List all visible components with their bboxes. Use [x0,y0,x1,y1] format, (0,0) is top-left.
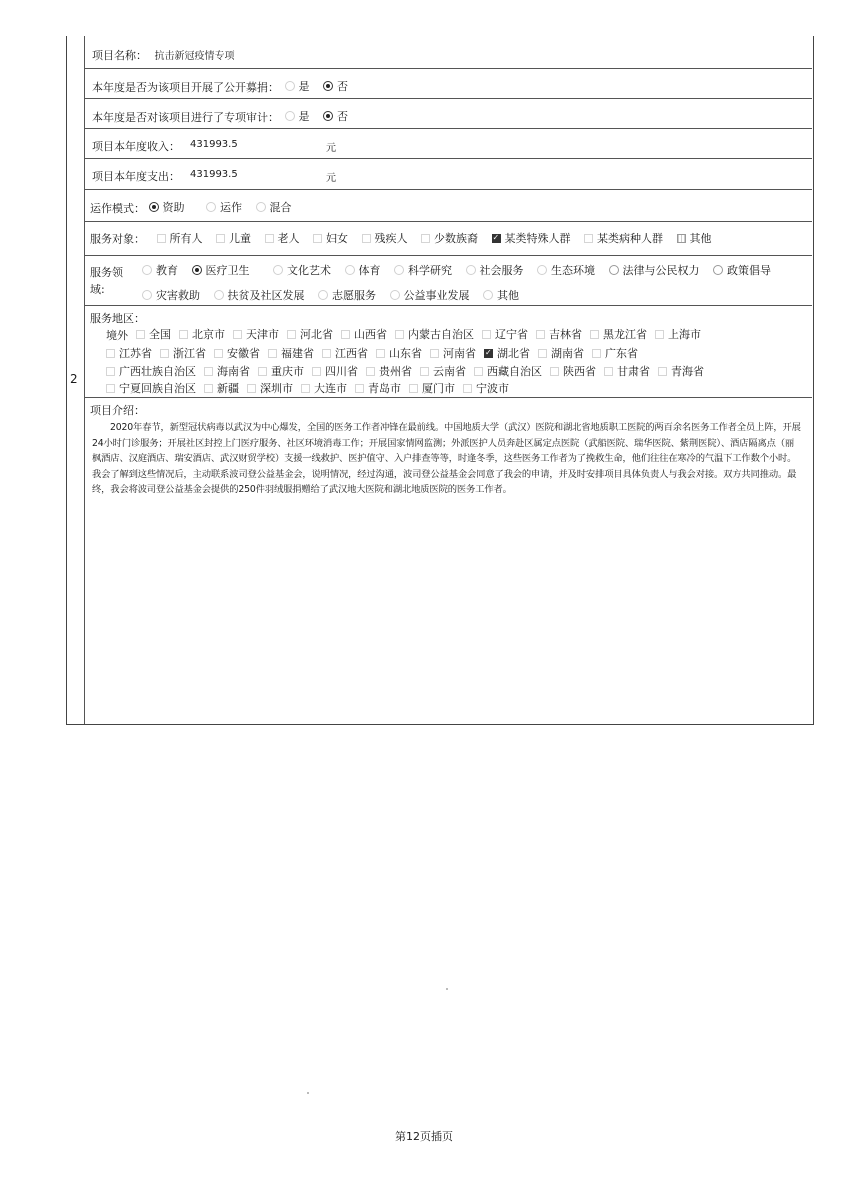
area-option-label: 重庆市 [271,365,304,378]
checkbox-icon [106,367,115,376]
checkbox-icon [474,367,483,376]
area-option-label: 宁夏回族自治区 [119,382,196,395]
radio-icon [390,290,400,300]
area-option[interactable] [301,380,347,396]
area-option[interactable] [341,326,387,342]
radio-selected-icon [323,111,333,121]
row-expense [84,159,812,190]
checkbox-icon [265,234,274,243]
radio-selected-icon [149,202,159,212]
project-name-label: 项目名称： [92,49,147,62]
area-option[interactable] [179,326,225,342]
area-option[interactable] [136,326,171,342]
area-option-label: 新疆 [217,382,239,395]
field-option-9[interactable]: 灾害救助 [142,287,200,303]
public-fundraising-label: 本年度是否为该项目开展了公开募捐： [92,81,279,94]
field-option-11[interactable]: 志愿服务 [318,287,376,303]
area-option-label: 甘肃省 [617,365,650,378]
area-option[interactable] [604,363,650,379]
service-area-row-3 [106,363,712,379]
area-option[interactable] [484,345,530,361]
row-service-field [84,256,812,306]
area-option[interactable] [536,326,582,342]
area-option-label: 安徽省 [227,347,260,360]
checkbox-icon [214,349,223,358]
checkbox-icon [395,330,404,339]
service-area-label: 服务地区： [90,312,145,325]
checkbox-icon [590,330,599,339]
checkbox-hatched-icon [677,234,686,243]
checkbox-icon [136,330,145,339]
area-option[interactable] [287,326,333,342]
service-field-label-1: 服务领 [90,266,123,279]
radio-icon [345,265,355,275]
radio-icon [466,265,476,275]
checkbox-icon [655,330,664,339]
service-targets-label: 服务对象： [90,232,145,246]
area-option-label: 河南省 [443,347,476,360]
area-option-label: 内蒙古自治区 [408,328,474,341]
expense-label: 项目本年度支出： [92,170,180,183]
area-option[interactable] [376,345,422,361]
area-option-label: 北京市 [192,328,225,341]
area-option-label: 湖北省 [497,347,530,360]
area-option-label: 河北省 [300,328,333,341]
area-option[interactable] [247,380,293,396]
checkbox-checked-icon [484,349,493,358]
area-option-label: 山东省 [389,347,422,360]
public-fundraising-no[interactable]: 否 [323,78,348,94]
checkbox-icon [268,349,277,358]
area-option[interactable] [482,326,528,342]
radio-icon [713,265,723,275]
checkbox-icon [463,384,472,393]
checkbox-icon [409,384,418,393]
area-option[interactable] [106,345,152,361]
page-footer: 第12页插页 [395,1130,453,1143]
radio-icon [285,111,295,121]
area-option-label: 四川省 [325,365,358,378]
checkbox-icon [287,330,296,339]
scan-speck [446,988,448,990]
checkbox-icon [160,349,169,358]
row-public-fundraising [84,69,812,99]
radio-icon [394,265,404,275]
area-option-label: 辽宁省 [495,328,528,341]
area-option[interactable] [268,345,314,361]
public-fundraising-yes[interactable]: 是 [285,78,310,94]
intro-text: 2020年春节，新型冠状病毒以武汉为中心爆发，全国的医务工作者冲锋在最前线。中国地质大学（武汉）医院和湖北省地质职工医院的两百余名医务工作者全员上阵，开展24小时门诊服务；开展社区封控上门医疗服务、社区环境消毒工作；开展国家情网监测；外派医护人员奔赴区属定点医院（武船医院、瑞华医院、紫荆医院）、酒店隔离点（丽枫酒店、汉庭酒店、瑞安酒店、武汉财贸学校）支援一线救护、医护值守、入户排查等等，时逢冬季，这些医务工作者为了挽救生命，他们往往在寒冷的气温下工作数个小时。我会了解到这些情况后，主动联系波司登公益基金会，说明情况，经过沟通，波司登公益基金会同意了我会的申请，并及时安排项目具体负责人与我会对接。双方共同推动。最终，我会将波司登公益基金会提供的250件羽绒服捐赠给了武汉地大医院和湖北地质医院的医务工作者。 [92,422,801,496]
field-option-10[interactable]: 扶贫及社区发展 [214,287,305,303]
radio-icon [142,265,152,275]
area-option[interactable] [322,345,368,361]
radio-icon [273,265,283,275]
checkbox-icon [258,367,267,376]
area-option[interactable] [106,363,196,379]
area-option[interactable] [592,345,638,361]
area-option-label: 境外 [106,328,128,342]
area-option-label: 贵州省 [379,365,412,378]
area-option[interactable] [658,363,704,379]
area-option[interactable] [106,327,128,343]
area-option-label: 全国 [149,328,171,341]
radio-selected-icon [323,81,333,91]
checkbox-icon [233,330,242,339]
scan-speck [307,1092,309,1094]
area-option[interactable] [474,363,542,379]
checkbox-icon [301,384,310,393]
area-option-label: 云南省 [433,365,466,378]
service-area-row-2 [106,345,646,361]
field-option-13[interactable]: 其他 [483,287,519,303]
target-option-2[interactable]: 老人 [265,230,300,246]
target-option-1[interactable]: 儿童 [216,230,251,246]
area-option-label: 山西省 [354,328,387,341]
area-option-label: 青岛市 [368,382,401,395]
radio-icon [142,290,152,300]
checkbox-icon [204,367,213,376]
area-option-label: 大连市 [314,382,347,395]
radio-icon [609,265,619,275]
field-option-3[interactable]: 体育 [345,262,381,278]
field-option-1[interactable]: 医疗卫生 [192,262,250,278]
checkbox-icon [312,367,321,376]
income-value: 431993.5 [190,139,238,150]
area-option-label: 福建省 [281,347,314,360]
area-option-label: 深圳市 [260,382,293,395]
operation-mode-option-0[interactable]: 资助 [149,199,185,215]
service-area-row-4 [106,380,517,396]
area-option-label: 厦门市 [422,382,455,395]
margin-page-number: 2 [70,372,78,386]
area-option-label: 青海省 [671,365,704,378]
row-project-name [84,36,812,69]
area-option-label: 吉林省 [549,328,582,341]
operation-mode-option-2[interactable]: 混合 [256,199,292,215]
checkbox-icon [550,367,559,376]
area-option[interactable] [463,380,509,396]
field-option-6[interactable]: 生态环境 [537,262,595,278]
target-option-4[interactable]: 残疾人 [362,230,408,246]
special-audit-yes[interactable]: 是 [285,108,310,124]
area-option-label: 浙江省 [173,347,206,360]
operation-mode-label: 运作模式： [90,202,145,215]
project-name-value: 抗击新冠疫情专项 [154,51,235,62]
area-option-label: 江苏省 [119,347,152,360]
area-option-label: 广东省 [605,347,638,360]
area-option[interactable] [204,363,250,379]
checkbox-icon [376,349,385,358]
radio-icon [483,290,493,300]
area-option-label: 海南省 [217,365,250,378]
radio-icon [256,202,266,212]
operation-mode-option-1[interactable]: 运作 [206,199,242,215]
area-option[interactable] [538,345,584,361]
checkbox-icon [341,330,350,339]
field-option-12[interactable]: 公益事业发展 [390,287,470,303]
checkbox-icon [536,330,545,339]
radio-icon [206,202,216,212]
field-option-0[interactable]: 教育 [142,262,178,278]
area-option[interactable] [160,345,206,361]
area-option[interactable] [366,363,412,379]
area-option[interactable] [258,363,304,379]
intro-label: 项目介绍： [90,404,145,417]
area-option-label: 西藏自治区 [487,365,542,378]
target-option-8[interactable]: 其他 [677,230,712,246]
checkbox-icon [106,349,115,358]
radio-icon [318,290,328,300]
target-option-0[interactable]: 所有人 [157,230,203,246]
area-option[interactable] [395,326,474,342]
checkbox-icon [313,234,322,243]
checkbox-icon [658,367,667,376]
area-option[interactable] [655,326,701,342]
area-option[interactable] [590,326,647,342]
checkbox-icon [179,330,188,339]
expense-value: 431993.5 [190,169,238,180]
area-option[interactable] [420,363,466,379]
income-label: 项目本年度收入： [92,140,180,153]
service-field-label-2: 域: [90,283,105,296]
target-option-7[interactable]: 某类病种人群 [584,230,663,246]
checkbox-icon [157,234,166,243]
checkbox-icon [362,234,371,243]
field-option-4[interactable]: 科学研究 [394,262,452,278]
target-option-6[interactable]: ✓ 某类特殊人群 [492,230,571,246]
checkbox-icon [322,349,331,358]
area-option-label: 江西省 [335,347,368,360]
area-option-label: 上海市 [668,328,701,341]
checkbox-icon [366,367,375,376]
row-service-targets [84,222,812,256]
area-option[interactable] [312,363,358,379]
area-option-label: 宁波市 [476,382,509,395]
special-audit-no[interactable]: 否 [323,108,348,124]
checkbox-icon [592,349,601,358]
target-option-5[interactable]: 少数族裔 [421,230,478,246]
area-option-label: 湖南省 [551,347,584,360]
checkbox-icon [420,367,429,376]
checkbox-icon [204,384,213,393]
row-income [84,129,812,159]
special-audit-label: 本年度是否对该项目进行了专项审计： [92,111,279,124]
checkbox-icon [216,234,225,243]
area-option-label: 天津市 [246,328,279,341]
area-option[interactable] [106,380,196,396]
checkbox-icon [430,349,439,358]
checkbox-icon [247,384,256,393]
field-option-5[interactable]: 社会服务 [466,262,524,278]
field-option-8[interactable]: 政策倡导 [713,262,771,278]
area-option-label: 广西壮族自治区 [119,365,196,378]
row-operation-mode [84,190,812,222]
checkbox-checked-icon [492,234,501,243]
checkbox-icon [584,234,593,243]
area-option[interactable] [430,345,476,361]
radio-icon [537,265,547,275]
checkbox-icon [421,234,430,243]
checkbox-icon [106,384,115,393]
area-option-label: 陕西省 [563,365,596,378]
checkbox-icon [538,349,547,358]
checkbox-icon [355,384,364,393]
income-unit: 元 [326,143,336,154]
checkbox-icon [482,330,491,339]
service-area-row-1 [106,326,709,343]
radio-selected-icon [192,265,202,275]
area-option[interactable] [550,363,596,379]
area-option[interactable] [214,345,260,361]
target-option-3[interactable]: 妇女 [313,230,348,246]
expense-unit: 元 [326,173,336,184]
area-option[interactable] [204,380,239,396]
area-option[interactable] [409,380,455,396]
radio-icon [214,290,224,300]
field-option-2[interactable]: 文化艺术 [273,262,331,278]
row-service-area [84,306,812,398]
area-option-label: 黑龙江省 [603,328,647,341]
field-option-7[interactable]: 法律与公民权力 [609,262,700,278]
area-option[interactable] [233,326,279,342]
area-option[interactable] [355,380,401,396]
radio-icon [285,81,295,91]
checkbox-icon [604,367,613,376]
row-special-audit [84,99,812,129]
